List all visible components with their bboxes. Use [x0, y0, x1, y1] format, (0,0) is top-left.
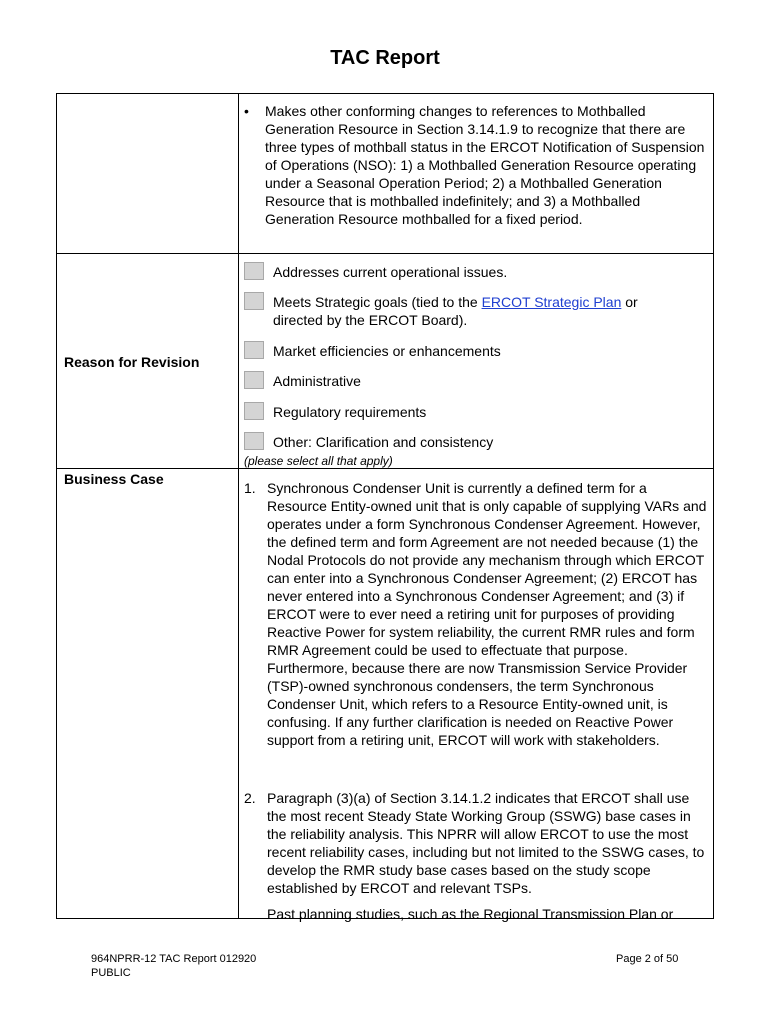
business-case-item-2: [244, 789, 707, 897]
checkbox-label: Market efficiencies or enhancements: [273, 343, 501, 359]
checkbox-label: Addresses current operational issues.: [273, 264, 508, 280]
checkbox[interactable]: [244, 402, 264, 420]
ercot-strategic-plan-link[interactable]: ERCOT Strategic Plan: [481, 294, 622, 310]
row-divider: [57, 468, 713, 469]
checkbox[interactable]: [244, 341, 264, 359]
conforming-changes-bullet: [244, 102, 705, 228]
list-number: 1.: [244, 480, 256, 496]
column-divider: [238, 94, 239, 918]
page-title: TAC Report: [330, 47, 440, 69]
footer-doc-id: 964NPRR-12 TAC Report 012920: [91, 953, 257, 965]
checkbox[interactable]: [244, 432, 264, 450]
checkbox[interactable]: [244, 371, 264, 389]
reason-for-revision-label: Reason for Revision: [64, 354, 200, 370]
checkbox-label: Administrative: [273, 373, 361, 389]
checkbox-label: Meets Strategic goals (tied to the ERCOT Strategic Plan or directed by the ERCOT Board).: [273, 294, 638, 328]
row-divider: [57, 253, 713, 254]
business-case-item-1: [244, 479, 707, 749]
checkbox[interactable]: [244, 292, 264, 310]
business-case-label: Business Case: [64, 471, 164, 487]
checkbox[interactable]: [244, 262, 264, 280]
bullet-text: Makes other conforming changes to references to Mothballed Generation Resource in Section 3.14.1.9 to recognize that there are three types of mothball status in the ERCOT Notification of Suspension of Operations (NSO): 1) a Mothballed Generation Resource operating under a Seasonal Operation Period; 2) a Mothballed Generation Resource that is mothballed indefinitely; and 3) a Mothballed Generation Resource mothballed for a fixed period.: [265, 103, 705, 227]
report-table: [56, 93, 714, 922]
checkbox-label: Regulatory requirements: [273, 404, 427, 420]
footer-classification: PUBLIC: [91, 967, 131, 979]
footer-page-number: Page 2 of 50: [616, 953, 679, 965]
checkbox-label: Other: Clarification and consistency: [273, 434, 494, 450]
list-item-text: Paragraph (3)(a) of Section 3.14.1.2 indicates that ERCOT shall use the most recent Steady State Working Group (SSWG) base cases in the reliability analysis. This NPRR will allow ERCOT to use the most recent reliability cases, including but not limited to the SSWG cases, to develop the RMR study base cases based on the study scope established by ERCOT and relevant TSPs.: [267, 790, 705, 896]
list-item-text: Synchronous Condenser Unit is currently a defined term for a Resource Entity-owned unit that is only capable of supplying VARs and operates under a form Synchronous Condenser Agreement. However, the defined term and form Agreement are not needed because (1) the Nodal Protocols do not provide any mechanism through which ERCOT can enter into a Synchronous Condenser Agreement; (2) ERCOT has never entered into a Synchronous Condenser Agreement; and (3) if ERCOT were to ever need a retiring unit for purposes of providing Reactive Power for system reliability, the current RMR rules and form RMR Agreement could be used to effectuate that purpose. Furthermore, because there are now Transmission Service Provider (TSP)-owned synchronous condensers, the term Synchronous Condenser Unit, which refers to a Resource Entity-owned unit, is confusing. If any further clarification is needed on Reactive Power support from a retiring unit, ERCOT will work with stakeholders.: [267, 480, 707, 748]
list-number: 2.: [244, 790, 256, 806]
business-case-continuation: Past planning studies, such as the Regional Transmission Plan or: [267, 906, 674, 922]
bullet-icon: •: [244, 103, 249, 119]
footer-doc-info: [91, 952, 256, 980]
select-all-note: (please select all that apply): [244, 454, 393, 468]
